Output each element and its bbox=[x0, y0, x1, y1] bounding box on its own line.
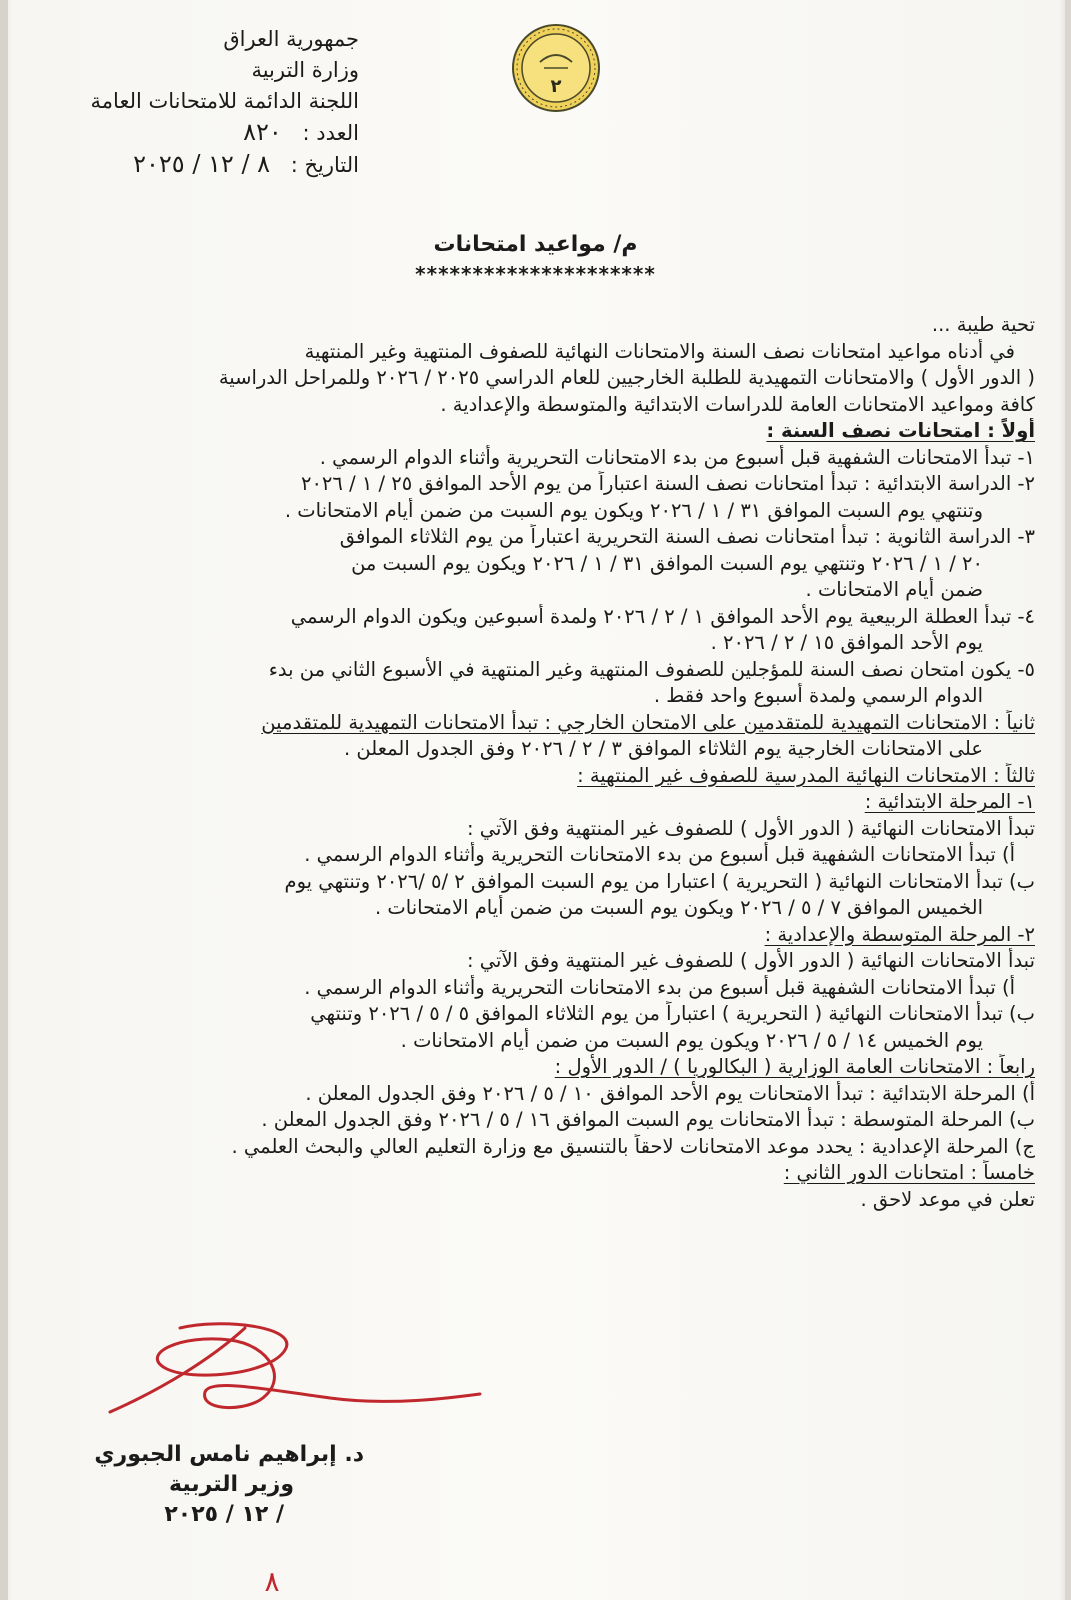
body-line: ٥- يكون امتحان نصف السنة للمؤجلين للصفوف المنتهية وغير المنتهية في الأسبوع الثاني من بدء bbox=[268, 657, 1035, 681]
signature-date-mark-text: ٨ bbox=[264, 1565, 280, 1595]
header-number-row bbox=[29, 117, 359, 149]
header-line-ministry: وزارة التربية bbox=[251, 58, 359, 82]
body-line: يوم الخميس ١٤ / ٥ / ٢٠٢٦ ويكون يوم السبت من ضمن أيام الامتحانات . bbox=[400, 1028, 983, 1052]
body-line: ثالثاً : الامتحانات النهائية المدرسية للصفوف غير المنتهية : bbox=[577, 763, 1035, 787]
body-line: ( الدور الأول ) والامتحانات التمهيدية للطلبة الخارجيين للعام الدراسي ٢٠٢٥ / ٢٠٢٦ وللمراحل الدراسية bbox=[218, 366, 1035, 389]
body-line: الدوام الرسمي ولمدة أسبوع واحد فقط . bbox=[653, 684, 983, 707]
letter-body bbox=[35, 312, 1035, 1213]
body-line: في أدناه مواعيد امتحانات نصف السنة والامتحانات النهائية للصفوف المنتهية وغير المنتهية bbox=[304, 339, 1015, 363]
number-value: ٨٢٠ bbox=[243, 118, 282, 146]
body-line: وتنتهي يوم السبت الموافق ٣١ / ١ / ٢٠٢٦ ويكون يوم السبت من ضمن أيام الامتحانات . bbox=[284, 498, 983, 522]
body-line: تحية طيبة ... bbox=[931, 313, 1035, 336]
body-line: ٢- الدراسة الابتدائية : تبدأ امتحانات نصف السنة اعتباراً من يوم الأحد الموافق ٢٥ / ١ / ٢٠٢٦ bbox=[300, 472, 1035, 495]
body-line: ١- المرحلة الابتدائية : bbox=[864, 790, 1035, 813]
signatory-title: وزير التربية bbox=[169, 1472, 294, 1497]
letter-subject: م/ مواعيد امتحانات bbox=[433, 232, 638, 257]
body-line: الخميس الموافق ٧ / ٥ / ٢٠٢٦ ويكون يوم السبت من ضمن أيام الامتحانات . bbox=[375, 896, 983, 919]
letter-header bbox=[29, 24, 359, 181]
date-value: ٨ / ١٢ / ٢٠٢٥ bbox=[133, 150, 271, 178]
body-line: تبدأ الامتحانات النهائية ( الدور الأول ) للصفوف غير المنتهية وفق الآتي : bbox=[467, 949, 1035, 972]
body-line: تبدأ الامتحانات النهائية ( الدور الأول ) للصفوف غير المنتهية وفق الآتي : bbox=[467, 816, 1035, 840]
body-line: أ) المرحلة الابتدائية : تبدأ الامتحانات يوم الأحد الموافق ١٠ / ٥ / ٢٠٢٦ وفق الجدول المعلن . bbox=[305, 1081, 1035, 1105]
body-line: أ) تبدأ الامتحانات الشفهية قبل أسبوع من بدء الامتحانات التحريرية وأثناء الدوام الرسمي . bbox=[304, 975, 1015, 999]
header-line-committee: اللجنة الدائمة للامتحانات العامة bbox=[90, 89, 359, 113]
body-line: على الامتحانات الخارجية يوم الثلاثاء الموافق ٣ / ٢ / ٢٠٢٦ وفق الجدول المعلن . bbox=[344, 737, 983, 760]
body-line: تعلن في موعد لاحق . bbox=[860, 1187, 1035, 1211]
body-line: يوم الأحد الموافق ١٥ / ٢ / ٢٠٢٦ . bbox=[710, 631, 983, 654]
header-line-republic: جمهورية العراق bbox=[223, 27, 359, 51]
seal-number: ٢ bbox=[550, 76, 562, 97]
body-line: ١- تبدأ الامتحانات الشفهية قبل أسبوع من بدء الامتحانات التحريرية وأثناء الدوام الرسمي . bbox=[319, 445, 1035, 469]
body-line: ٢- المرحلة المتوسطة والإعدادية : bbox=[764, 922, 1035, 946]
body-line: خامساً : امتحانات الدور الثاني : bbox=[783, 1161, 1035, 1184]
signatory-name: د. إبراهيم نامس الجبوري bbox=[94, 1442, 364, 1467]
body-line: ٤- تبدأ العطلة الربيعية يوم الأحد الموافق ١ / ٢ / ٢٠٢٦ ولمدة أسبوعين ويكون الدوام الرسمي bbox=[290, 604, 1035, 628]
body-line: كافة ومواعيد الامتحانات العامة للدراسات الابتدائية والمتوسطة والإعدادية . bbox=[440, 392, 1035, 416]
body-line: ج) المرحلة الإعدادية : يحدد موعد الامتحانات لاحقاً بالتنسيق مع وزارة التعليم العالي والبحث العلمي . bbox=[231, 1134, 1035, 1158]
signature-date: / ١٢ / ٢٠٢٥ bbox=[164, 1502, 284, 1527]
body-line: ثانياً : الامتحانات التمهيدية للمتقدمين على الامتحان الخارجي : تبدأ الامتحانات التمهيدية للمتقدمين bbox=[261, 710, 1035, 734]
signature-date-mark bbox=[252, 1565, 292, 1595]
body-line: أولاً : امتحانات نصف السنة : bbox=[766, 419, 1035, 442]
body-line: ٣- الدراسة الثانوية : تبدأ امتحانات نصف السنة التحريرية اعتباراً من يوم الثلاثاء الموافق bbox=[339, 525, 1035, 548]
body-line: أ) تبدأ الامتحانات الشفهية قبل أسبوع من بدء الامتحانات التحريرية وأثناء الدوام الرسمي . bbox=[304, 843, 1015, 866]
body-line: ب) تبدأ الامتحانات النهائية ( التحريرية ) اعتبارا من يوم السبت الموافق ٢ /٥ /٢٠٢٦ وتنتهي يوم bbox=[284, 869, 1035, 893]
body-line: ب) تبدأ الامتحانات النهائية ( التحريرية ) اعتباراً من يوم الثلاثاء الموافق ٥ / ٥ / ٢٠٢٦ وتنتهي bbox=[310, 1002, 1035, 1025]
handwritten-signature-icon bbox=[70, 1320, 490, 1420]
subject-separator: ********************* bbox=[415, 262, 656, 286]
body-line: ضمن أيام الامتحانات . bbox=[805, 578, 983, 601]
body-line: ب) المرحلة المتوسطة : تبدأ الامتحانات يوم السبت الموافق ١٦ / ٥ / ٢٠٢٦ وفق الجدول المعلن . bbox=[261, 1108, 1035, 1131]
body-line: رابعاً : الامتحانات العامة الوزارية ( البكالوريا ) / الدور الأول : bbox=[554, 1055, 1035, 1078]
ministry-seal-icon bbox=[510, 22, 602, 114]
date-label: التاريخ : bbox=[290, 153, 359, 177]
header-date-row bbox=[29, 149, 359, 181]
number-label: العدد : bbox=[302, 121, 359, 145]
body-line: ٢٠ / ١ / ٢٠٢٦ وتنتهي يوم السبت الموافق ٣١ / ١ / ٢٠٢٦ ويكون يوم السبت من bbox=[351, 551, 983, 575]
signature-block bbox=[44, 1440, 364, 1530]
